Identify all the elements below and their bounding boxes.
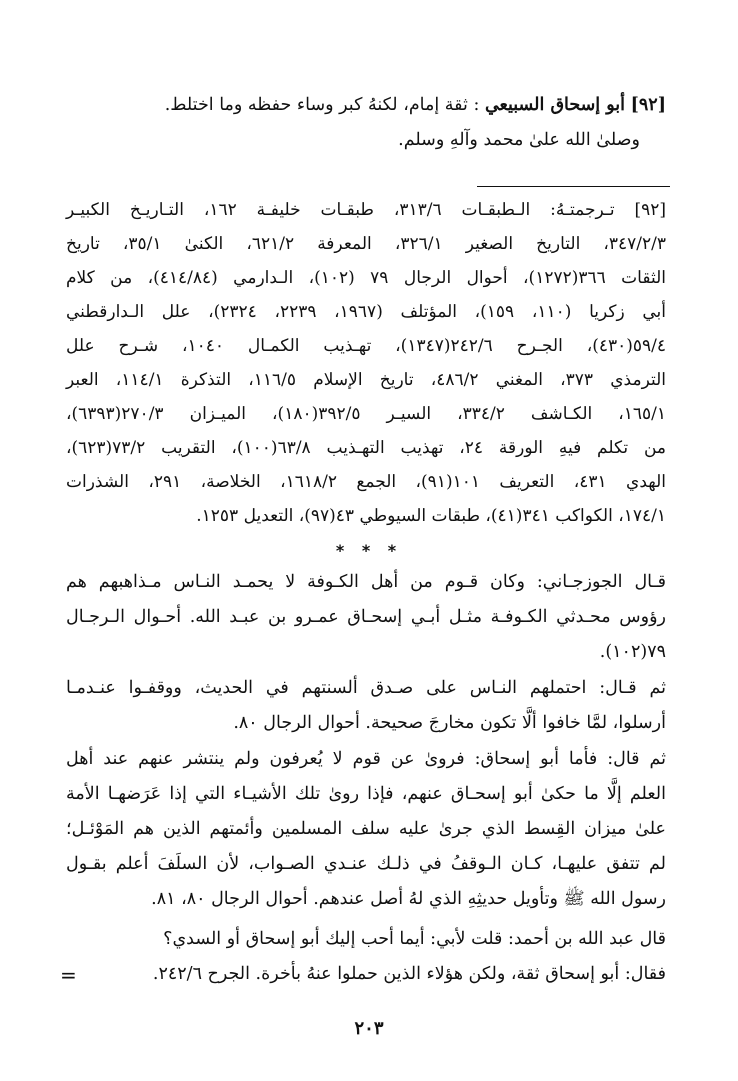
footnote-line: ٣٤٧/٢/٣، التاريخ الصغير ٣٢٦/١، المعرفة ٦٢١/٢، الكنىٰ ٣٥/١، تاريخ — [66, 234, 666, 254]
footnote-line: أبي زكريا (١١٠، ١٥٩)، المؤتلف (١٩٦٧، ٢٢٣٩، ٢٣٢٤)، علل الـدارقطني — [66, 302, 666, 322]
paragraph-line: ثم قـال: احتملهم النـاس على صـدق ألسنتهم في الحديث، ووقفـوا عنـدمـا — [66, 678, 666, 698]
entry-name: أبو إسحاق السبيعي — [484, 95, 626, 115]
footnote-line: ١٦٥/١، الكـاشف ٣٣٤/٢، السيـر ٣٩٢/٥(١٨٠)، الميـزان ٢٧٠/٣(٦٣٩٣)، — [66, 404, 667, 424]
paragraph-line: أرسلوا، لمَّا خافوا ألَّا تكون مخارجَ صحيحة. أحوال الرجال ٨٠. — [233, 713, 666, 733]
paragraph-line: ثم قال: فأما أبو إسحاق: فروىٰ عن قوم لا يُعرفون ولم ينتشر عنهم عند أهل — [66, 749, 666, 769]
paragraph-line: رسول الله ﷺ وتأويل حديثِهِ الذي لهُ أصل عندهم. أحوال الرجال ٨٠، ٨١. — [151, 889, 666, 909]
paragraph-line: العلم إلَّا ما حكىٰ أبو إسحـاق عنهم، فإذا روىٰ تلك الأشيـاء التي إذا عَرَضهـا الأمة — [66, 784, 666, 804]
footnote-rule — [477, 186, 670, 187]
paragraph-line: رؤوس محـدثي الكـوفـة مثـل أبـي إسحـاق عمـرو بن عبـد الله. أحـوال الـرجـال — [66, 607, 666, 627]
footnote-line: الترمذي ٣٧٣، المغني ٤٨٦/٢، تاريخ الإسلام ١١٦/٥، التذكرة ١١٤/١، العبر — [66, 370, 667, 390]
page-number: ٢٠٣ — [354, 1018, 384, 1039]
footnote-line: ٥٩/٤(٤٣٠)، الجـرح ٢٤٢/٦(١٣٤٧)، تهـذيب الكمـال ١٠٤٠، شـرح علل — [66, 336, 667, 356]
paragraph-line: ٧٩(١٠٢). — [599, 642, 666, 662]
margin-continuation-mark: = — [60, 963, 77, 987]
paragraph-line: قال عبد الله بن أحمد: قلت لأبي: أيما أحب إليك أبو إسحاق أو السدي؟ — [163, 929, 666, 949]
footnote-line: [٩٢] تـرجمتـهُ: الـطبقـات ٣١٣/٦، طبقـات خليفـة ١٦٢، التـاريـخ الكبيـر — [66, 200, 667, 220]
entry-closing: وصلىٰ الله علىٰ محمد وآلهِ وسلم. — [398, 130, 640, 150]
entry-number: [٩٢] — [630, 95, 666, 115]
footnote-line: من تكلم فيهِ الورقة ٢٤، تهذيب التهـذيب ٦٣/٨(١٠٠)، التقريب ٧٣/٢(٦٢٣)، — [66, 438, 666, 458]
paragraph-line: قـال الجوزجـاني: وكان قـوم من أهل الكـوفة لا يحمـد النـاس مـذاهبهم هم — [66, 572, 666, 592]
paragraph-line: لم تتفق عليهـا، كـان الـوقفُ في ذلـك عنـدي الصـواب، لأن السلَفَ أعلم بقـول — [66, 854, 666, 874]
footnote-line: ١٧٤/١، الكواكب ٣٤١(٤١)، طبقات السيوطي ٤٣(٩٧)، التعديل ١٢٥٣. — [196, 506, 666, 526]
entry-line — [66, 92, 666, 118]
paragraph-line: علىٰ ميزان القِسط الذي جرىٰ عليه سلف المسلمين وأئمتهم الذين هم المَوْئـل؛ — [66, 819, 666, 839]
footnote-line: الثقات ٣٦٦(١٢٧٢)، أحوال الرجال ٧٩ (١٠٢)، الـدارمي (٤١٤/٨٤)، من كلام — [66, 268, 666, 288]
entry-text: : ثقة إمام، لكنهُ كبر وساء حفظه وما اختلط. — [164, 95, 480, 115]
paragraph-line: فقال: أبو إسحاق ثقة، ولكن هؤلاء الذين حملوا عنهُ بأخرة. الجرح ٢٤٢/٦. — [152, 964, 666, 984]
section-separator: * * * — [335, 541, 403, 560]
footnote-line: الهدي ٤٣١، التعريف ١٠١(٩١)، الجمع ١٦١٨/٢، الخلاصة، ٢٩١، الشذرات — [66, 472, 666, 492]
